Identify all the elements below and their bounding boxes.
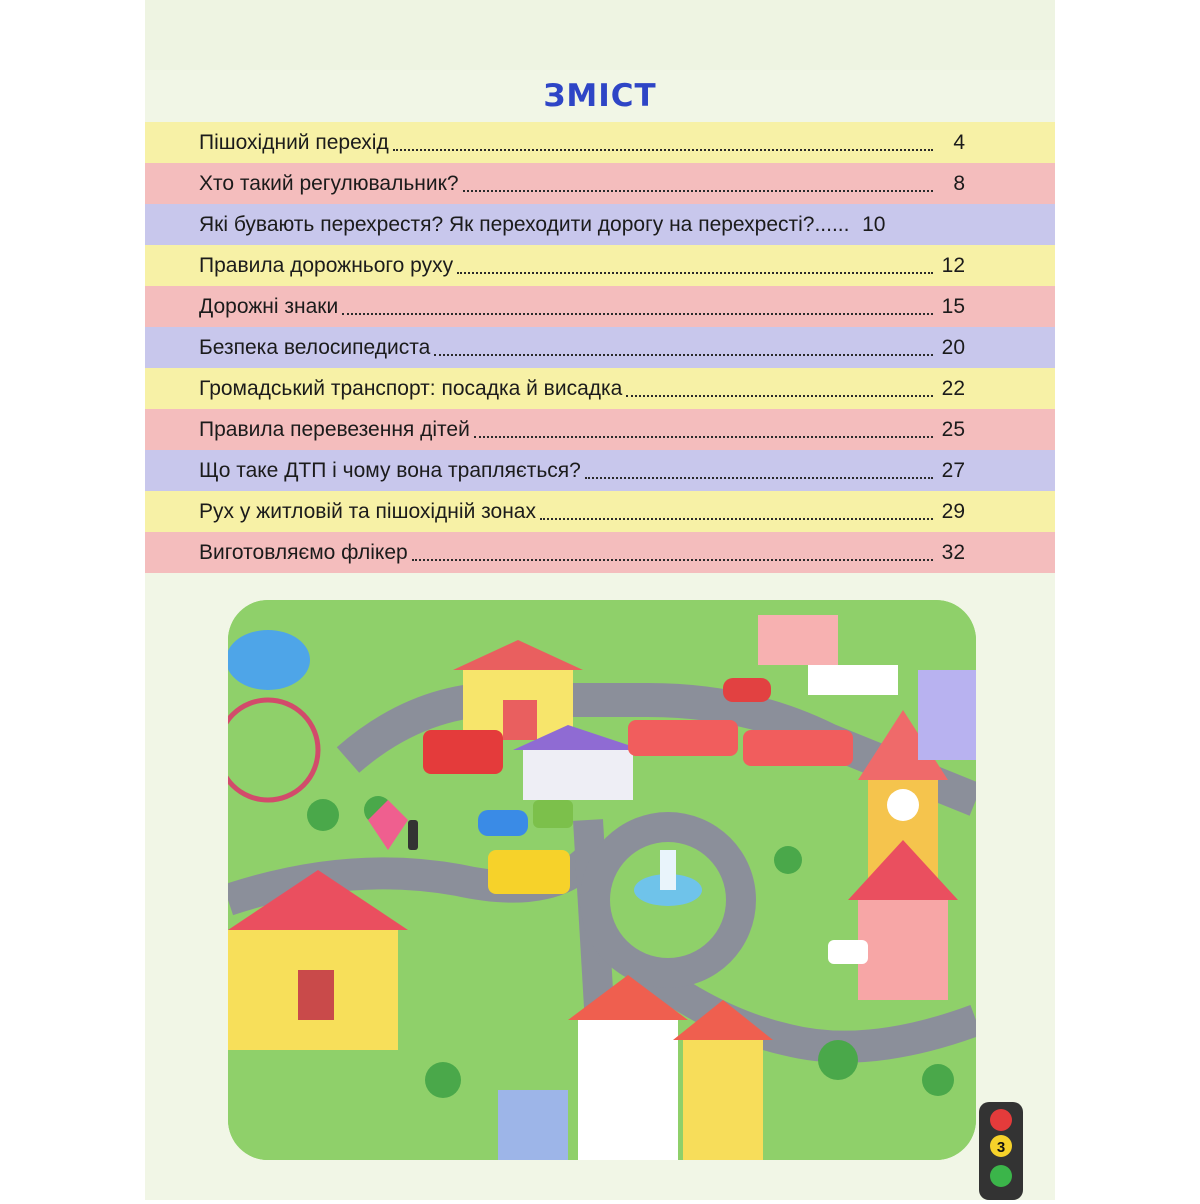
yellow-house	[683, 1040, 763, 1160]
pink-house	[858, 900, 948, 1000]
toc-page: 15	[941, 294, 965, 318]
green-car	[533, 800, 573, 828]
tree	[425, 1062, 461, 1098]
toc-label: Хто такий регулювальник?	[199, 171, 459, 195]
toc-row[interactable]	[145, 327, 1055, 368]
toc-row[interactable]	[145, 122, 1055, 163]
fountain-column	[660, 850, 676, 890]
toc-page: 32	[941, 540, 965, 564]
toc-label: Безпека велосипедиста	[199, 335, 431, 359]
toc-leader	[342, 313, 933, 315]
toc-row[interactable]	[145, 204, 1055, 245]
toc-leader	[626, 395, 933, 397]
tree	[307, 799, 339, 831]
top-house	[758, 615, 838, 665]
blue-house	[498, 1090, 568, 1160]
toc-label: Дорожні знаки	[199, 294, 339, 318]
toc-leader	[463, 190, 934, 192]
tree	[818, 1040, 858, 1080]
toc-leader	[585, 477, 933, 479]
toc-leader	[412, 559, 933, 561]
toc-label: Виготовляємо флікер	[199, 540, 408, 564]
police-car	[828, 940, 868, 964]
toc-row[interactable]	[145, 163, 1055, 204]
red-car	[723, 678, 771, 702]
toc-row[interactable]	[145, 532, 1055, 573]
tree	[922, 1064, 954, 1096]
toc-page: 22	[941, 376, 965, 400]
toc-label: Які бувають перехрестя? Як переходити дорогу на перехресті?......	[199, 212, 850, 236]
toc-row[interactable]	[145, 450, 1055, 491]
toc-label: Що таке ДТП і чому вона трапляється?	[199, 458, 581, 482]
table-of-contents	[145, 122, 1055, 573]
toc-leader	[457, 272, 933, 274]
toc-row[interactable]	[145, 409, 1055, 450]
toc-page: 10	[862, 212, 886, 236]
kiosk	[523, 750, 633, 800]
blue-car	[478, 810, 528, 836]
toc-leader	[434, 354, 933, 356]
red-light	[990, 1109, 1012, 1131]
fire-station-door	[503, 700, 537, 740]
toc-row[interactable]	[145, 368, 1055, 409]
green-light	[990, 1165, 1012, 1187]
toc-page: 25	[941, 417, 965, 441]
page-number: 3	[996, 1139, 1006, 1156]
school-bus	[488, 850, 570, 894]
toc-label: Громадський транспорт: посадка й висадка	[199, 376, 623, 400]
tram-2	[743, 730, 853, 766]
tree	[774, 846, 802, 874]
tram-1	[628, 720, 738, 756]
toc-leader	[393, 149, 933, 151]
toc-page: 27	[941, 458, 965, 482]
school-door	[298, 970, 334, 1020]
lake	[228, 630, 310, 690]
city-illustration	[228, 600, 976, 1160]
city-map-svg	[228, 600, 976, 1160]
toc-page: 4	[953, 130, 965, 154]
traffic-light-svg	[975, 1098, 1027, 1200]
page-title: ЗМІСТ	[543, 78, 657, 114]
toc-label: Пішохідний перехід	[199, 130, 389, 154]
toc-row[interactable]	[145, 491, 1055, 532]
clock-face	[887, 789, 919, 821]
toc-label: Правила дорожнього руху	[199, 253, 454, 277]
toc-leader	[474, 436, 933, 438]
toc-row[interactable]	[145, 286, 1055, 327]
white-house	[578, 1020, 678, 1160]
toc-page: 29	[941, 499, 965, 523]
toc-page: 20	[941, 335, 965, 359]
toc-leader	[540, 518, 933, 520]
toc-label: Рух у житловій та пішохідній зонах	[199, 499, 536, 523]
fire-truck	[423, 730, 503, 774]
toc-label: Правила перевезення дітей	[199, 417, 470, 441]
map-traffic-light	[408, 820, 418, 850]
toc-page: 8	[953, 171, 965, 195]
toc-row[interactable]	[145, 245, 1055, 286]
violet-house	[918, 670, 976, 760]
toc-page: 12	[941, 253, 965, 277]
traffic-light-page-number	[975, 1098, 1027, 1200]
page-top-background	[145, 0, 1055, 70]
truck	[808, 665, 898, 695]
